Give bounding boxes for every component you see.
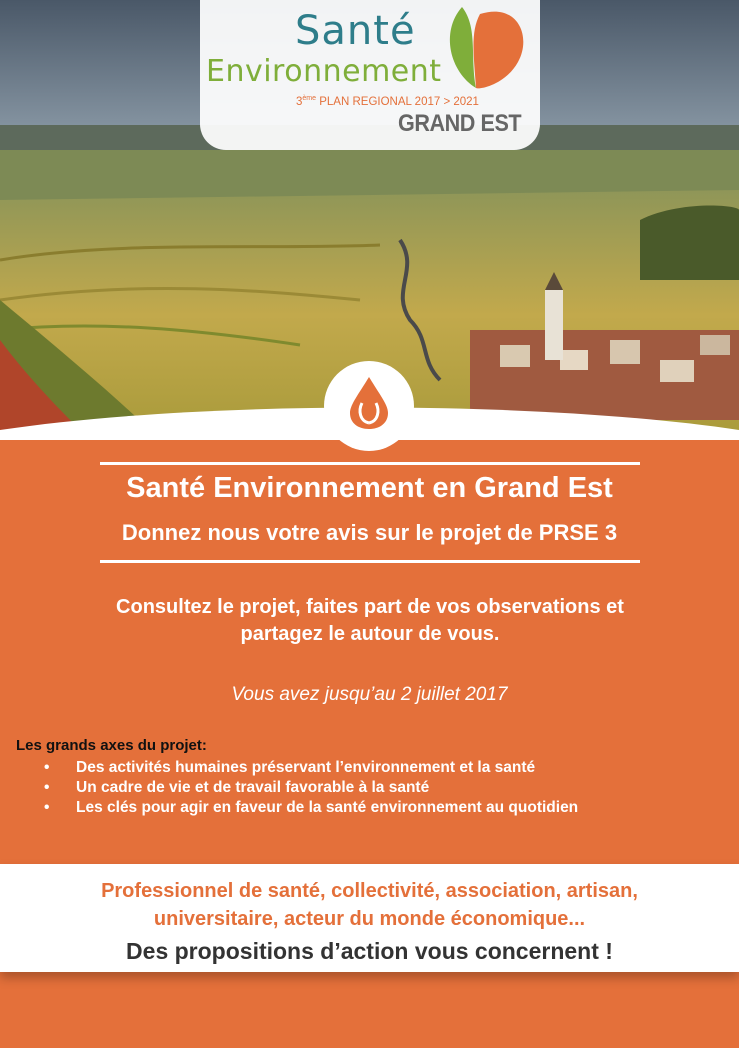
logo-plan-text: 3ème PLAN REGIONAL 2017 > 2021 [296,95,479,108]
bullet: • [44,759,50,776]
logo-sante-text: Santé [295,8,416,54]
call-to-action-text: Des propositions d’action vous concernent ! [126,938,613,964]
list-item: • Les clés pour agir en faveur de la santé environnement au quotidien [44,799,579,816]
bottom-divider [100,560,640,563]
bullet: • [44,799,50,816]
page-title: Santé Environnement en Grand Est [126,472,613,504]
bullet: • [44,779,50,796]
leaf-logo-icon [440,2,532,94]
drop-badge [324,361,414,451]
consult-line-2: partagez le autour de vous. [240,623,500,645]
logo-card [200,0,540,150]
logo-environnement-text: Environnement [206,54,442,89]
audience-line-2: universitaire, acteur du monde économique... [153,908,586,930]
page-subtitle: Donnez nous votre avis sur le projet de PRSE 3 [121,520,618,545]
axes-list [44,758,578,818]
audience-line-1: Professionnel de santé, collectivité, association, artisan, [101,880,638,902]
deadline-text: Vous avez jusqu’au 2 juillet 2017 [231,684,508,705]
water-drop-icon [346,375,392,431]
axes-title: Les grands axes du projet: [16,737,207,754]
logo-region-text: GRAND EST [398,110,522,137]
list-item: • Un cadre de vie et de travail favorable à la santé [44,779,430,796]
consult-text [60,594,680,648]
top-divider [100,462,640,465]
audience-band [0,864,739,972]
consult-line-1: Consultez le projet, faites part de vos observations et [116,596,624,618]
list-item: • Des activités humaines préservant l’environnement et la santé [44,759,536,776]
